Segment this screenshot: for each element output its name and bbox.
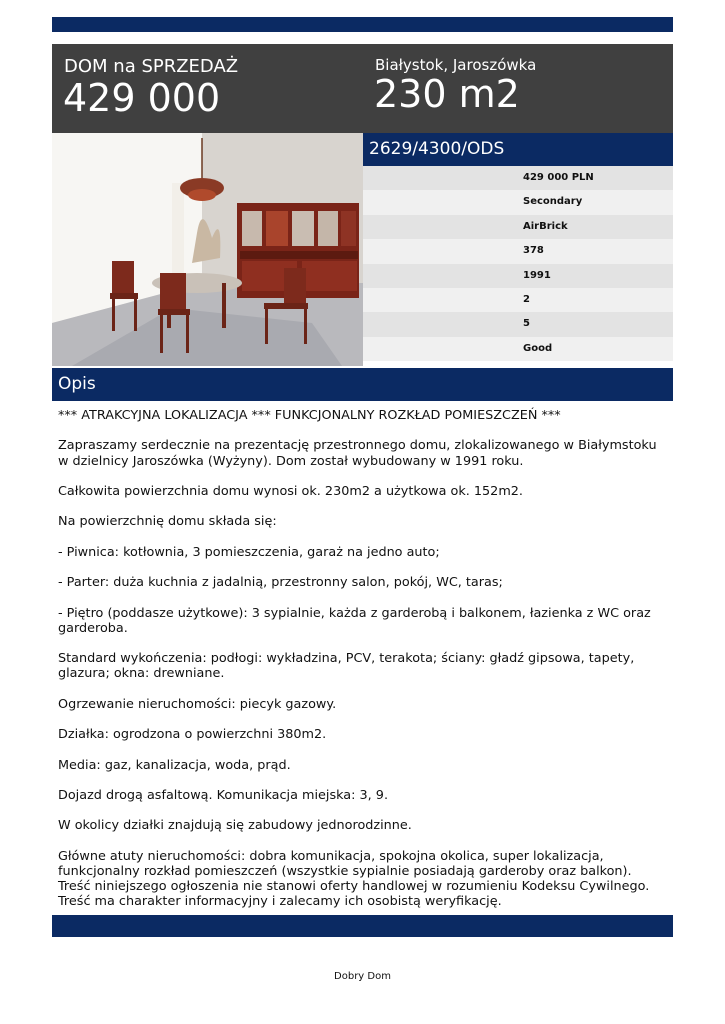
spec-row: 5 — [363, 312, 673, 336]
bottom-accent-bar — [52, 915, 673, 937]
footer-agency: Dobry Dom — [334, 971, 391, 982]
specs-table — [363, 166, 673, 361]
description-paragraph: - Piwnica: kotłownia, 3 pomieszczenia, garaż na jedno auto; — [58, 544, 440, 560]
spec-row: 2 — [363, 288, 673, 312]
description-paragraph: Standard wykończenia: podłogi: wykładzina, PCV, terakota; ściany: gładź gipsowa, tapety, glazura; okna: drewniane. — [58, 651, 635, 682]
listing-header — [52, 44, 673, 133]
listing-location: Białystok, Jaroszówka — [375, 56, 537, 74]
spec-row: 1991 — [363, 264, 673, 288]
description-paragraph: - Piętro (poddasze użytkowe): 3 sypialnie, każda z garderobą i balkonem, łazienka z WC oraz garderoba. — [58, 605, 651, 636]
spec-row: 429 000 PLN — [363, 166, 673, 190]
spec-row: 378 — [363, 239, 673, 263]
description-paragraph: Działka: ogrodzona o powierzchni 380m2. — [58, 727, 327, 743]
description-paragraph: Na powierzchnię domu składa się: — [58, 514, 277, 530]
description-body — [58, 408, 670, 910]
description-paragraph: Dojazd drogą asfaltową. Komunikacja miejska: 3, 9. — [58, 787, 389, 803]
description-paragraph: W okolicy działki znajdują się zabudowy jednorodzinne. — [58, 818, 412, 834]
description-paragraph: Całkowita powierzchnia domu wynosi ok. 230m2 a użytkowa ok. 152m2. — [58, 483, 523, 499]
spec-row: AirBrick — [363, 215, 673, 239]
reference-number: 2629/4300/ODS — [363, 133, 673, 166]
spec-row: Good — [363, 337, 673, 361]
listing-type: DOM na SPRZEDAŻ — [64, 56, 239, 77]
description-paragraph: Ogrzewanie nieruchomości: piecyk gazowy. — [58, 696, 337, 712]
listing-price: 429 000 — [63, 76, 221, 120]
top-accent-bar — [52, 17, 673, 32]
property-photo — [52, 133, 363, 366]
disclaimer: Treść niniejszego ogłoszenia nie stanowi oferty handlowej w rozumieniu Kodeksu Cywilnego. Treść ma charakter informacyjny i zalecamy ich osobistą weryfikację. — [58, 879, 650, 910]
spec-row: Secondary — [363, 190, 673, 214]
description-paragraph: *** ATRAKCYJNA LOKALIZACJA *** FUNKCJONALNY ROZKŁAD POMIESZCZEŃ *** — [58, 408, 561, 423]
description-paragraph: Media: gaz, kanalizacja, woda, prąd. — [58, 757, 291, 773]
description-paragraph: Główne atuty nieruchomości: dobra komunikacja, spokojna okolica, super lokalizacja, funkcjonalny rozkład pomieszczeń (wszystkie sypialnie posiadają garderoby oraz balkon). — [58, 848, 632, 879]
listing-area: 230 m2 — [374, 72, 520, 116]
description-paragraph: Zapraszamy serdecznie na prezentację przestronnego domu, zlokalizowanego w Białymstoku w dzielnicy Jaroszówka (Wyżyny). Dom został wybudowany w 1991 roku. — [58, 438, 657, 469]
description-paragraph: - Parter: duża kuchnia z jadalnią, przestronny salon, pokój, WC, taras; — [58, 575, 503, 591]
description-heading: Opis — [52, 368, 673, 401]
